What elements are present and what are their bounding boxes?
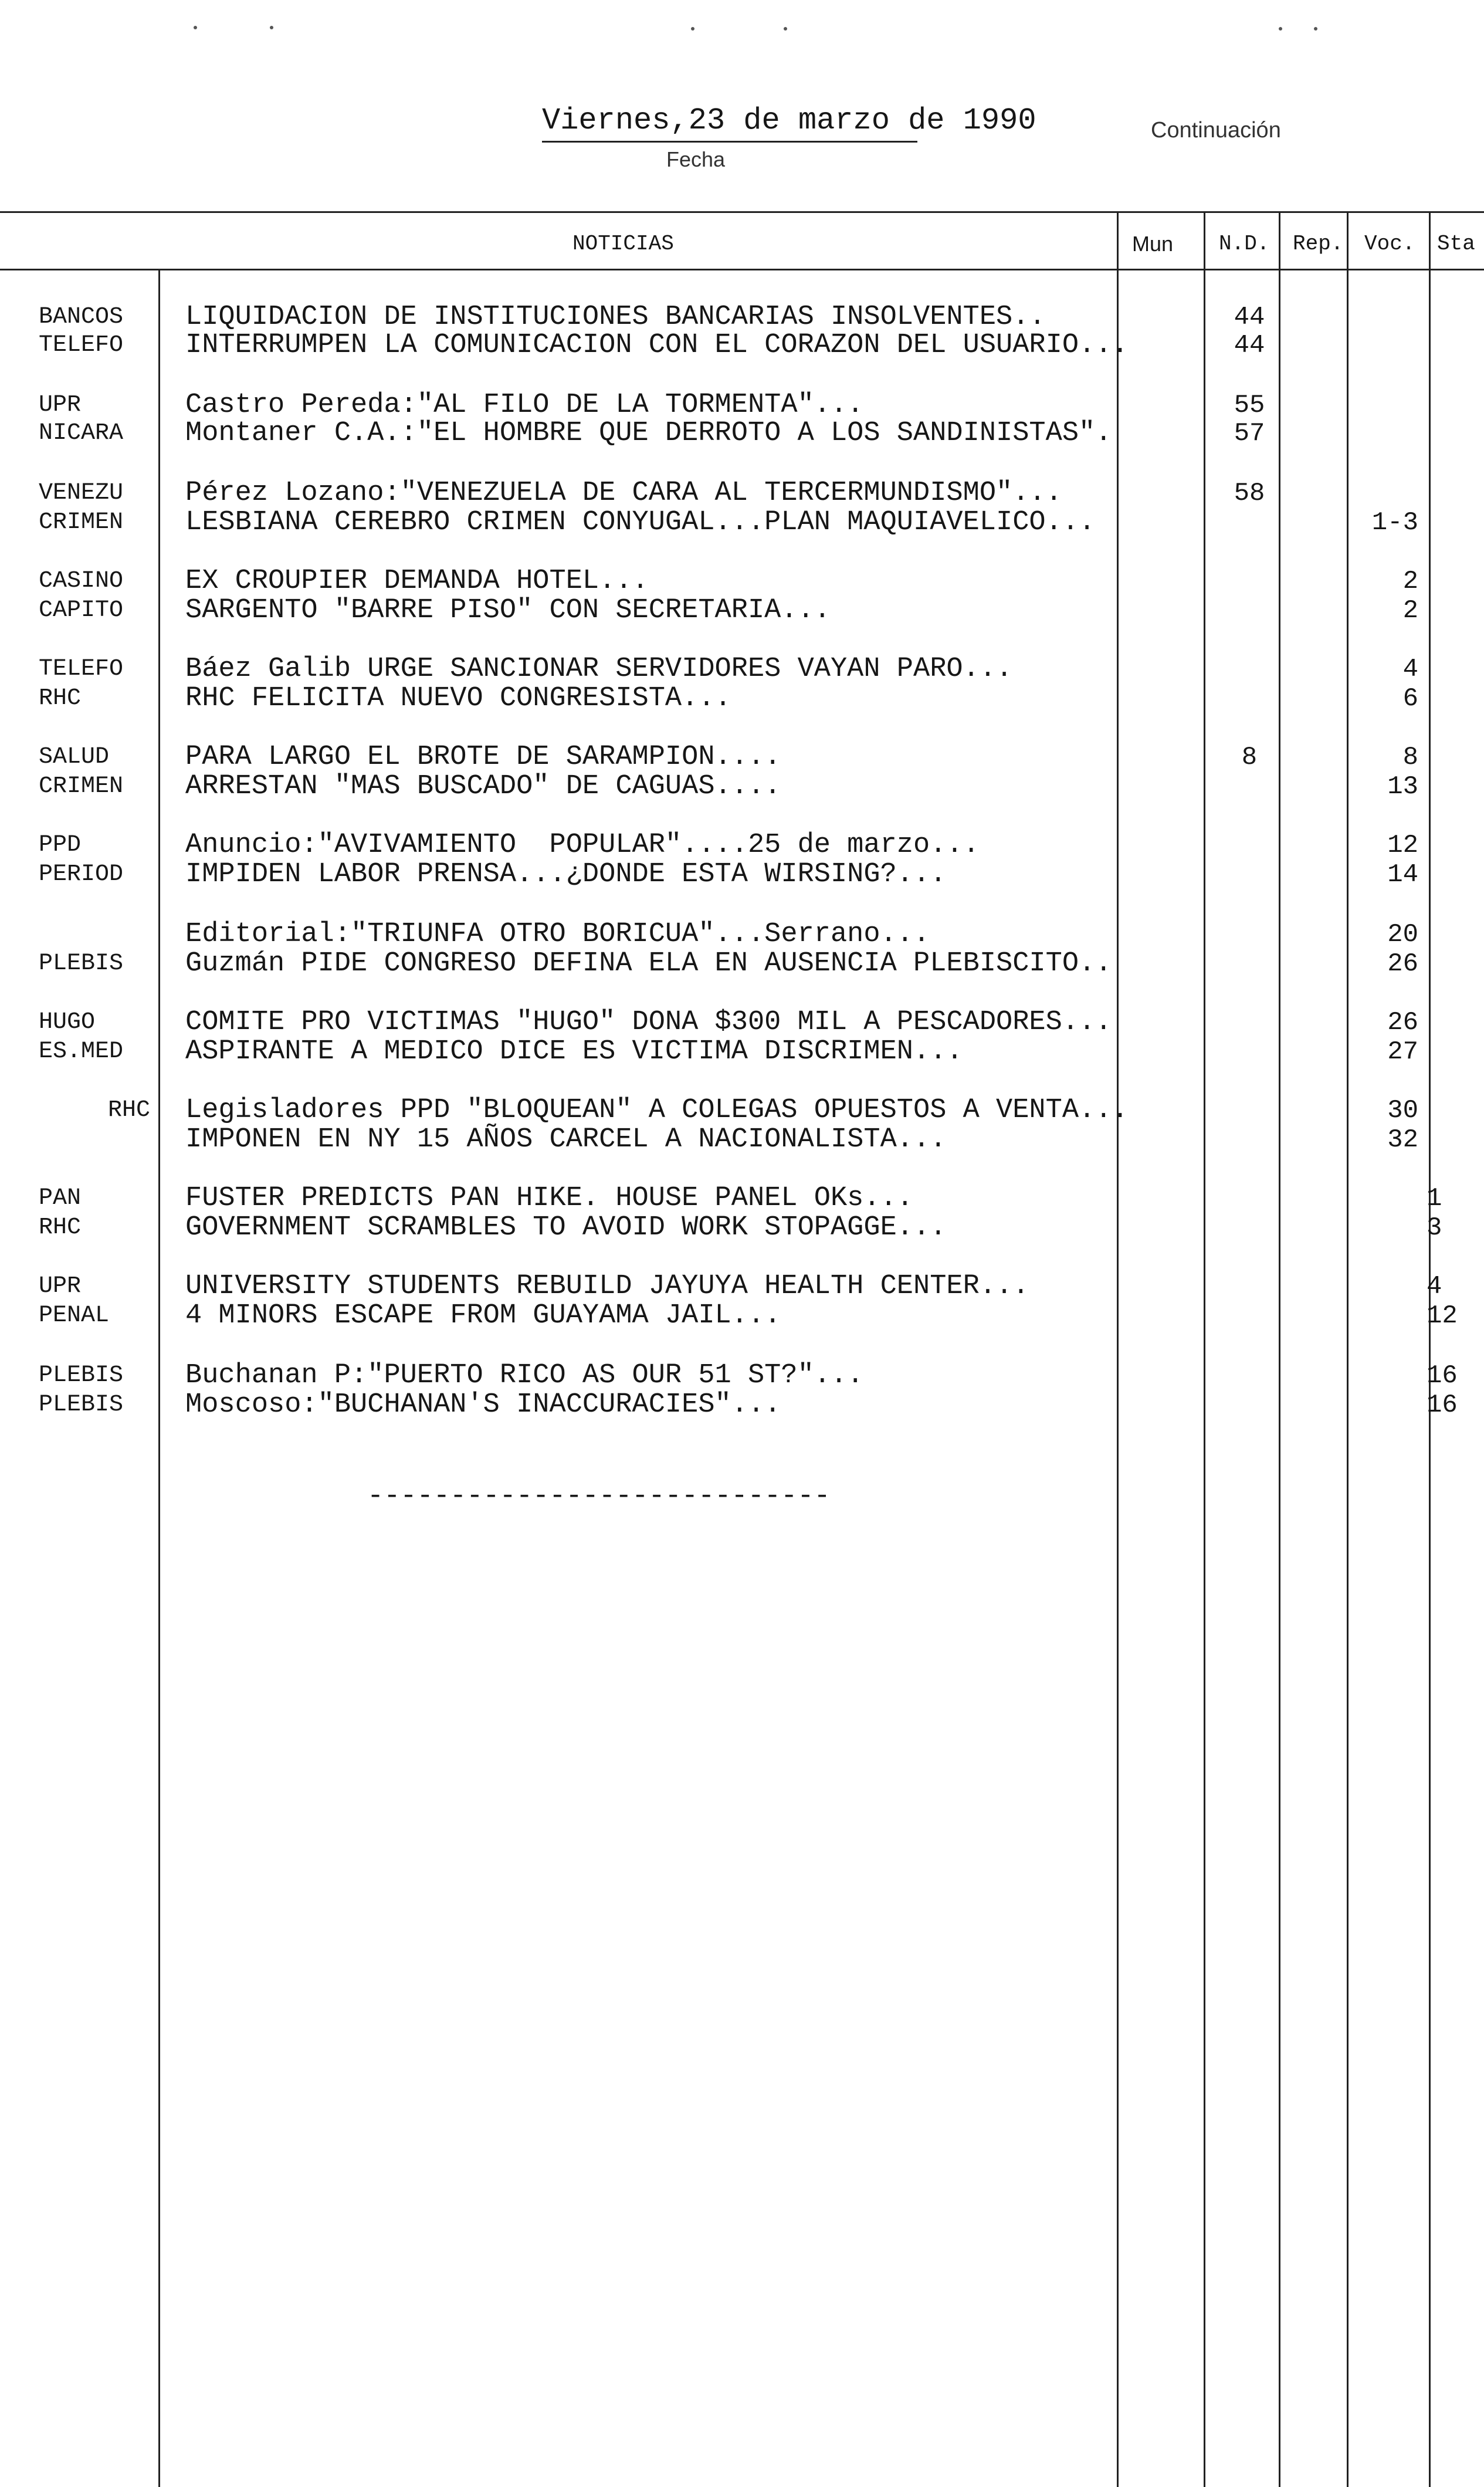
row-voc: 30 <box>1387 1096 1418 1125</box>
row-headline: COMITE PRO VICTIMAS "HUGO" DONA $300 MIL A PESCADORES... <box>185 1007 1112 1038</box>
row-headline: Guzmán PIDE CONGRESO DEFINA ELA EN AUSENCIA PLEBISCITO.. <box>185 948 1112 979</box>
row-nd: 8 <box>1241 743 1258 772</box>
row-headline: IMPONEN EN NY 15 AÑOS CARCEL A NACIONALISTA... <box>185 1124 947 1155</box>
row-category: PAN <box>39 1185 82 1212</box>
row-sta: 1 <box>1427 1184 1442 1213</box>
row-headline: Pérez Lozano:"VENEZUELA DE CARA AL TERCERMUNDISMO"... <box>185 478 1062 509</box>
column-divider-nd <box>1279 212 1280 2487</box>
row-headline: RHC FELICITA NUEVO CONGRESISTA... <box>185 683 731 714</box>
row-category: PLEBIS <box>39 1362 124 1389</box>
row-headline: Montaner C.A.:"EL HOMBRE QUE DERROTO A LOS SANDINISTAS". <box>185 418 1112 449</box>
row-voc: 27 <box>1387 1037 1418 1067</box>
row-sta: 4 <box>1427 1272 1442 1301</box>
row-voc: 12 <box>1387 831 1418 860</box>
continuation-label: Continuación <box>1151 118 1281 143</box>
row-headline: UNIVERSITY STUDENTS REBUILD JAYUYA HEALTH CENTER... <box>185 1271 1029 1302</box>
row-headline: LIQUIDACION DE INSTITUCIONES BANCARIAS INSOLVENTES.. <box>185 302 1046 333</box>
row-nd: 44 <box>1234 303 1265 332</box>
row-voc: 26 <box>1387 949 1418 979</box>
column-header-noticias: NOTICIAS <box>572 232 674 256</box>
row-category: NICARA <box>39 420 124 446</box>
row-headline: SARGENTO "BARRE PISO" CON SECRETARIA... <box>185 595 831 626</box>
column-header-rep: Rep. <box>1293 232 1344 256</box>
row-voc: 2 <box>1402 567 1418 596</box>
row-category: PLEBIS <box>39 1392 124 1418</box>
row-category: PLEBIS <box>39 950 124 977</box>
scan-mark <box>784 27 787 31</box>
row-voc: 32 <box>1387 1125 1418 1155</box>
row-nd: 58 <box>1234 479 1265 508</box>
row-category: UPR <box>39 392 82 418</box>
scan-mark <box>691 27 694 31</box>
row-headline: LESBIANA CEREBRO CRIMEN CONYUGAL...PLAN MAQUIAVELICO... <box>185 507 1096 538</box>
row-voc: 20 <box>1387 920 1418 949</box>
row-category: TELEFO <box>39 656 124 682</box>
row-nd: 57 <box>1234 419 1265 448</box>
row-headline: FUSTER PREDICTS PAN HIKE. HOUSE PANEL OKs... <box>185 1183 914 1214</box>
column-divider-category <box>158 270 160 2487</box>
date-underline <box>542 141 917 143</box>
scan-mark <box>270 26 273 29</box>
row-category: ES.MED <box>39 1038 124 1065</box>
row-category: RHC <box>39 1214 82 1241</box>
column-divider-voc <box>1429 212 1431 2487</box>
row-category: VENEZU <box>39 480 124 506</box>
scan-mark <box>1279 27 1282 31</box>
column-divider-rep <box>1347 212 1349 2487</box>
row-headline: Legisladores PPD "BLOQUEAN" A COLEGAS OPUESTOS A VENTA... <box>185 1095 1129 1126</box>
column-divider-mun <box>1204 212 1205 2487</box>
row-voc: 13 <box>1387 772 1418 801</box>
row-category: RHC <box>39 685 82 712</box>
row-category: BANCOS <box>39 304 124 330</box>
row-headline: EX CROUPIER DEMANDA HOTEL... <box>185 566 649 597</box>
row-category: SALUD <box>39 744 110 770</box>
row-voc: 4 <box>1402 655 1418 684</box>
row-headline: INTERRUMPEN LA COMUNICACION CON EL CORAZON DEL USUARIO... <box>185 330 1129 361</box>
row-voc: 8 <box>1402 743 1418 772</box>
row-category: PERIOD <box>39 861 124 888</box>
row-category: PENAL <box>39 1302 110 1329</box>
row-headline: Castro Pereda:"AL FILO DE LA TORMENTA"... <box>185 390 864 421</box>
table-top-rule <box>0 211 1484 213</box>
row-voc: 14 <box>1387 860 1418 889</box>
row-category: HUGO <box>39 1009 96 1036</box>
row-headline: ARRESTAN "MAS BUSCADO" DE CAGUAS.... <box>185 771 781 802</box>
row-category: UPR <box>39 1273 82 1300</box>
report-date: Viernes,23 de marzo de 1990 <box>542 103 1036 138</box>
date-label: Fecha <box>666 147 726 171</box>
row-headline: Moscoso:"BUCHANAN'S INACCURACIES"... <box>185 1389 781 1420</box>
row-headline: Anuncio:"AVIVAMIENTO POPULAR"....25 de marzo... <box>185 830 980 861</box>
row-nd: 44 <box>1234 331 1265 360</box>
column-header-sta: Sta <box>1437 232 1475 256</box>
end-separator: ---------------------------- <box>367 1481 831 1512</box>
scan-mark <box>1314 27 1317 31</box>
row-headline: GOVERNMENT SCRAMBLES TO AVOID WORK STOPAGGE... <box>185 1212 947 1243</box>
row-sta: 12 <box>1427 1301 1458 1331</box>
row-headline: 4 MINORS ESCAPE FROM GUAYAMA JAIL... <box>185 1300 781 1331</box>
column-divider-noticias <box>1117 212 1119 2487</box>
row-category: CRIMEN <box>39 773 124 800</box>
row-headline: ASPIRANTE A MEDICO DICE ES VICTIMA DISCRIMEN... <box>185 1036 963 1067</box>
row-voc: 6 <box>1402 684 1418 713</box>
row-nd: 55 <box>1234 391 1265 420</box>
row-category: CAPITO <box>39 597 124 624</box>
row-voc: 26 <box>1387 1008 1418 1037</box>
row-sta: 16 <box>1427 1390 1458 1420</box>
row-headline: Editorial:"TRIUNFA OTRO BORICUA"...Serrano... <box>185 919 930 950</box>
row-category: RHC <box>107 1097 150 1124</box>
row-headline: Buchanan P:"PUERTO RICO AS OUR 51 ST?"... <box>185 1360 864 1391</box>
row-sta: 16 <box>1427 1361 1458 1390</box>
column-header-mun: Mun <box>1132 232 1174 256</box>
row-sta: 3 <box>1427 1213 1442 1243</box>
row-headline: IMPIDEN LABOR PRENSA...¿DONDE ESTA WIRSING?... <box>185 859 947 890</box>
column-header-voc: Voc. <box>1364 232 1415 256</box>
header-bottom-rule <box>0 269 1484 270</box>
scan-mark <box>194 26 197 29</box>
row-category: CASINO <box>39 568 124 594</box>
row-category: PPD <box>39 832 82 858</box>
row-voc: 2 <box>1402 596 1418 625</box>
row-voc: 1-3 <box>1371 508 1418 537</box>
row-headline: PARA LARGO EL BROTE DE SARAMPION.... <box>185 742 781 773</box>
row-category: CRIMEN <box>39 509 124 536</box>
column-header-nd: N.D. <box>1219 232 1270 256</box>
row-category: TELEFO <box>39 332 124 358</box>
row-headline: Báez Galib URGE SANCIONAR SERVIDORES VAYAN PARO... <box>185 654 1013 685</box>
